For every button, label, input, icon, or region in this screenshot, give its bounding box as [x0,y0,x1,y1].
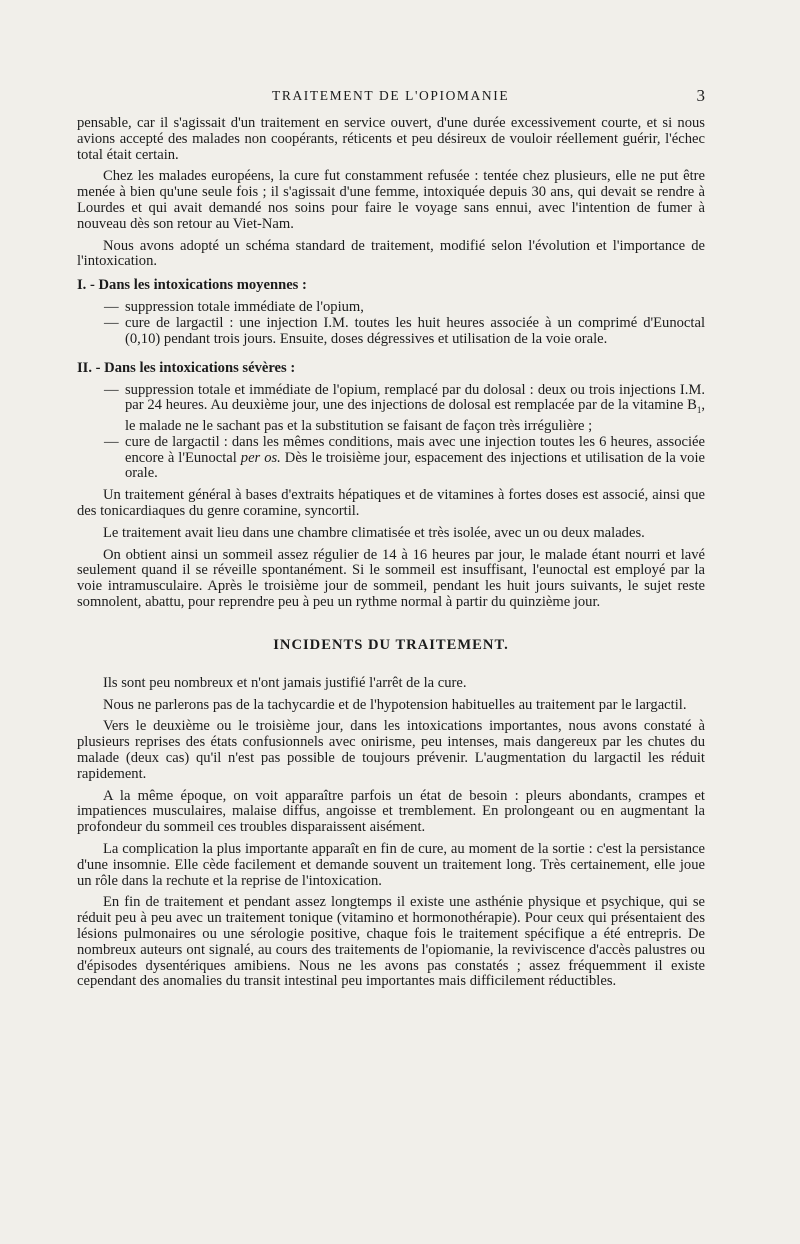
paragraph-intro-1: pensable, car il s'agissait d'un traitement en service ouvert, d'une durée excessivement courte, et si nous avions accepté des malades non coopérants, réticents et peu désireux de vouloir réellement guérir, l'échec total était certain. [77,115,705,163]
latin-term: per os. [240,449,281,466]
paragraph-sleep: On obtient ainsi un sommeil assez régulier de 14 à 16 heures par jour, le malade étant nourri et lavé seulement quand il se réveille spontanément. Si le sommeil est insuffisant, l'eunoctal est employé par la voie intramusculaire. Après le troisième jour de sommeil, pendant les huit jours suivants, le sujet reste somnolent, abattu, pour reprendre peu à peu un rythme normal à partir du quinzième jour. [77,546,705,611]
page-header [77,86,705,108]
item-text: Dès le troisième jour, espacement des injections et utilisation de la voie orale. [125,449,705,482]
paragraph-intro-3: Nous avons adopté un schéma standard de traitement, modifié selon l'évolution et l'importance de l'intoxication. [77,237,705,270]
item-text: cure de largactil : dans les mêmes conditions, mais avec une injection toutes les 6 heures, associée encore à l'Eunoctal [125,433,705,466]
paragraph-incidents-6: En fin de traitement et pendant assez longtemps il existe une asthénie physique et psychique, qui se réduit peu à peu avec un traitement tonique (vitamino et hormonothérapie). Pour ceux qui présentaient des lésions pulmonaires ou une sérologie positive, chaque fois le traitement spécifique a été entrepris. De nombreux auteurs ont signalé, au cours des traitements de l'opiomanie, la reviviscence d'accès palustres ou d'épisodes dysentériques amibiens. Nous ne les avons pas constatés ; assez fréquemment il existe cependant des anomalies du transit intestinal peu importantes mais difficilement réductibles. [77,894,705,990]
section-2-list [77,383,705,483]
item-text: suppression totale et immédiate de l'opium, remplacé par du dolosal : deux ou trois injections I.M. par 24 heures. Au deuxième jour, une des injections de dolosal est remplacée par de la vitamine B [125,381,705,414]
section-1-list [77,300,705,347]
section-1-heading: I. - Dans les intoxications moyennes : [77,277,307,294]
paragraph-incidents-1: Ils sont peu nombreux et n'ont jamais justifié l'arrêt de la cure. [103,674,467,691]
list-item: — suppression totale immédiate de l'opium, [77,300,705,316]
list-item [77,383,705,435]
paragraph-general-treatment: Un traitement général à bases d'extraits hépatiques et de vitamines à fortes doses est associé, ainsi que des tonicardiaques du genre coramine, syncortil. [77,487,705,520]
section-2-heading: II. - Dans les intoxications sévères : [77,359,296,376]
paragraph-room: Le traitement avait lieu dans une chambre climatisée et très isolée, avec un ou deux malades. [103,524,645,541]
incidents-heading: INCIDENTS DU TRAITEMENT. [273,636,509,653]
list-item [77,435,705,482]
subscript: 1 [696,405,702,416]
document-page [77,86,705,990]
paragraph-incidents-2: Nous ne parlerons pas de la tachycardie et de l'hypotension habituelles au traitement par le largactil. [103,696,687,713]
paragraph-incidents-4: A la même époque, on voit apparaître parfois un état de besoin : pleurs abondants, crampes et impatiences musculaires, malaise diffus, angoisse et tremblement. En prolongeant ou en augmentant la profondeur du sommeil ces troubles disparaissent aisément. [77,787,705,836]
paragraph-incidents-3: Vers le deuxième ou le troisième jour, dans les intoxications importantes, nous avons constaté à plusieurs reprises des états confusionnels avec onirisme, peu intenses, mais dangereux par les chutes du malade (deux cas) qu'il n'est pas possible de toujours prévenir. L'augmentation du largactil les réduit rapidement. [77,718,705,782]
page-number: 3 [696,86,705,105]
list-item: — cure de largactil : une injection I.M. toutes les huit heures associée à un comprimé d'Eunoctal (0,10) pendant trois jours. Ensuite, doses dégressives et utilisation de la voie orale. [77,316,705,348]
paragraph-incidents-5: La complication la plus importante apparaît en fin de cure, au moment de la sortie : c'est la persistance d'une insomnie. Elle cède facilement et demande souvent un traitement long. Très certainement, elle joue un rôle dans la rechute et la reprise de l'intoxication. [77,841,705,889]
paragraph-intro-2: Chez les malades européens, la cure fut constamment refusée : tentée chez plusieurs, elle ne put être menée à bien qu'une seule fois ; il s'agissait d'une femme, intoxiquée depuis 30 ans, qui devait se rendre à Lourdes et qui avait demandé nos soins pour faire le voyage sans ennui, avec l'intention de fumer à nouveau dès son retour au Viet-Nam. [77,168,705,232]
item-text: , le malade ne le sachant pas et la substitution se faisant de façon très irrégulière ; [125,397,705,435]
running-title: TRAITEMENT DE L'OPIOMANIE [272,88,510,103]
